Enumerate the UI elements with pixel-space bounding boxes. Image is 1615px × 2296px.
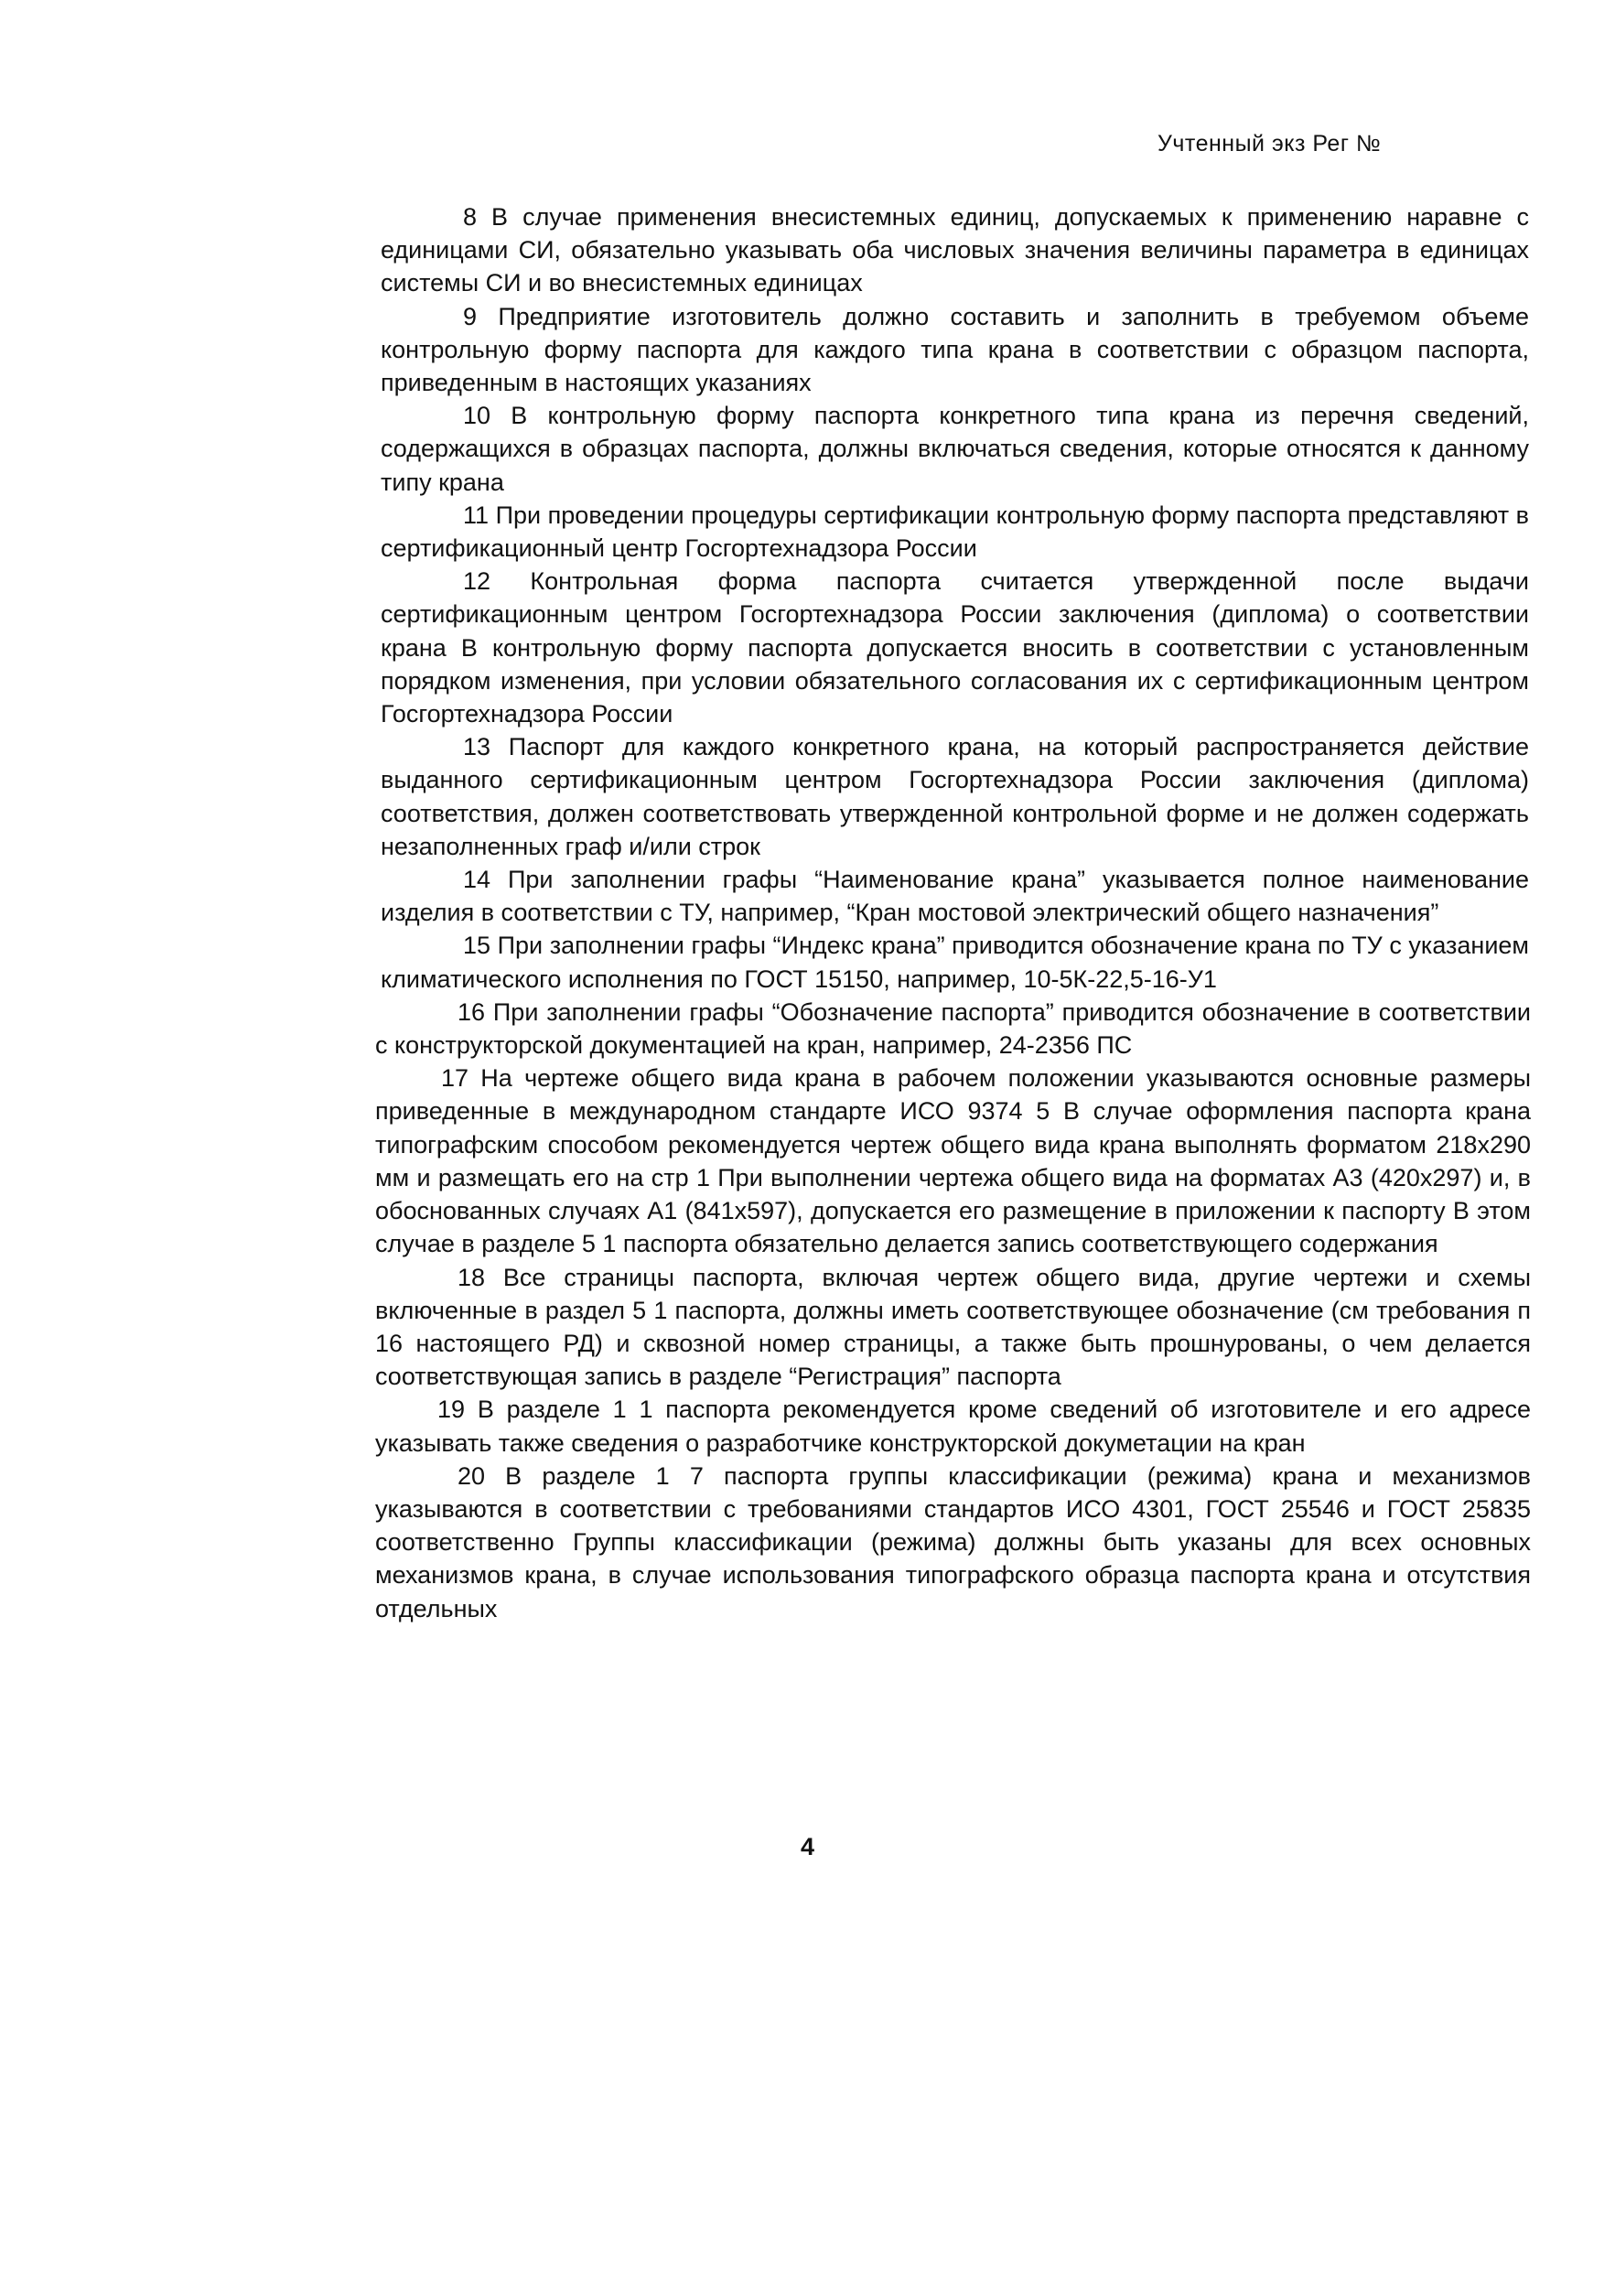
- paragraph-16-text: 16 При заполнении графы “Обозначение паспорта” приводится обозначение в соответствии с конструкторской документацией на кран, например, 24-2356 ПС: [375, 997, 1531, 1060]
- paragraph-9-text: 9 Предприятие изготовитель должно составить и заполнить в требуемом объеме контрольную форму паспорта для каждого типа крана в соответствии с образцом паспорта, приведенным в настоящих указаниях: [381, 302, 1529, 397]
- paragraph-12-text: 12 Контрольная форма паспорта считается утвержденной после выдачи сертификационным центром Госгортехнадзора России заключения (диплома) о соответствии крана В контрольную форму паспорта допускается вносить в соответствии с установленным порядком изменения, при условии обязательного согласования их с сертификационным центром Госгортехнадзора России: [381, 567, 1529, 728]
- document-body: [375, 200, 1531, 1625]
- paragraph-9: [381, 300, 1529, 400]
- paragraph-19: [375, 1393, 1531, 1459]
- paragraph-14-text: 14 При заполнении графы “Наименование крана” указывается полное наименование изделия в соответствии с ТУ, например, “Кран мостовой электрический общего назначения”: [381, 866, 1529, 927]
- paragraph-10: [381, 399, 1529, 499]
- paragraph-15-text: 15 При заполнении графы “Индекс крана” приводится обозначение крана по ТУ с указанием климатического исполнения по ГОСТ 15150, например, 10-5К-22,5-16-У1: [381, 932, 1529, 993]
- paragraph-14: [381, 863, 1529, 929]
- paragraph-17: [375, 1062, 1531, 1260]
- registration-header: Учтенный экз Рег №: [1157, 131, 1382, 156]
- paragraph-13: [381, 730, 1529, 863]
- paragraph-10-text: 10 В контрольную форму паспорта конкретного типа крана из перечня сведений, содержащихся в образцах паспорта, должны включаться сведения, которые относятся к данному типу крана: [381, 402, 1529, 496]
- paragraph-18-text: 18 Все страницы паспорта, включая чертеж общего вида, другие чертежи и схемы включенные в раздел 5 1 паспорта, должны иметь соответствующее обозначение (см требования п 16 настоящего РД) и сквозной номер страницы, а также быть прошнурованы, о чем делается соответствующая запись в разделе “Регистрация” паспорта: [375, 1263, 1531, 1391]
- paragraph-13-text: 13 Паспорт для каждого конкретного крана, на который распространяется действие выданного сертификационным центром Госгортехнадзора России заключения (диплома) соответствия, должен соответствовать утвержденной контрольной форме и не должен содержать незаполненных граф и/или строк: [381, 733, 1529, 860]
- paragraph-8: [381, 200, 1529, 300]
- paragraph-11-text: 11 При проведении процедуры сертификации контрольную форму паспорта представляют в сертификационный центр Госгортехнадзора России: [381, 501, 1529, 563]
- paragraph-19-text: 19 В разделе 1 1 паспорта рекомендуется кроме сведений об изготовителе и его адресе указывать также сведения о разработчике конструкторской докуметации на кран: [375, 1396, 1531, 1457]
- paragraph-12: [381, 565, 1529, 730]
- paragraph-11: [381, 499, 1529, 565]
- paragraph-20: [375, 1460, 1531, 1625]
- paragraph-15: [381, 929, 1529, 995]
- paragraph-18: [375, 1261, 1531, 1394]
- paragraph-20-text: 20 В разделе 1 7 паспорта группы классификации (режима) крана и механизмов указываются в соответствии с требованиями стандартов ИСО 4301, ГОСТ 25546 и ГОСТ 25835 соответственно Группы классификации (режима) должны быть указаны для всех основных механизмов крана, в случае использования типографского образца паспорта крана и отсутствия отдельных: [375, 1461, 1531, 1622]
- paragraph-17-text: 17 На чертеже общего вида крана в рабочем положении указываются основные размеры приведенные в международном стандарте ИСО 9374 5 В случае оформления паспорта крана типографским способом рекомендуется чертеж общего вида крана выполнять форматом 218х290 мм и размещать его на стр 1 При выполнении чертежа общего вида на форматах А3 (420х297) и, в обоснованных случаях А1 (841х597), допускается его размещение в приложении к паспорту В этом случае в разделе 5 1 паспорта обязательно делается запись соответствующего содержания: [375, 1064, 1531, 1258]
- paragraph-16: [375, 996, 1531, 1062]
- paragraph-8-text: 8 В случае применения внесистемных единиц, допускаемых к применению наравне с единицами СИ, обязательно указывать оба числовых значения величины параметра в единицах системы СИ и во внесистемных единицах: [381, 203, 1529, 297]
- page-number: 4: [800, 1833, 815, 1860]
